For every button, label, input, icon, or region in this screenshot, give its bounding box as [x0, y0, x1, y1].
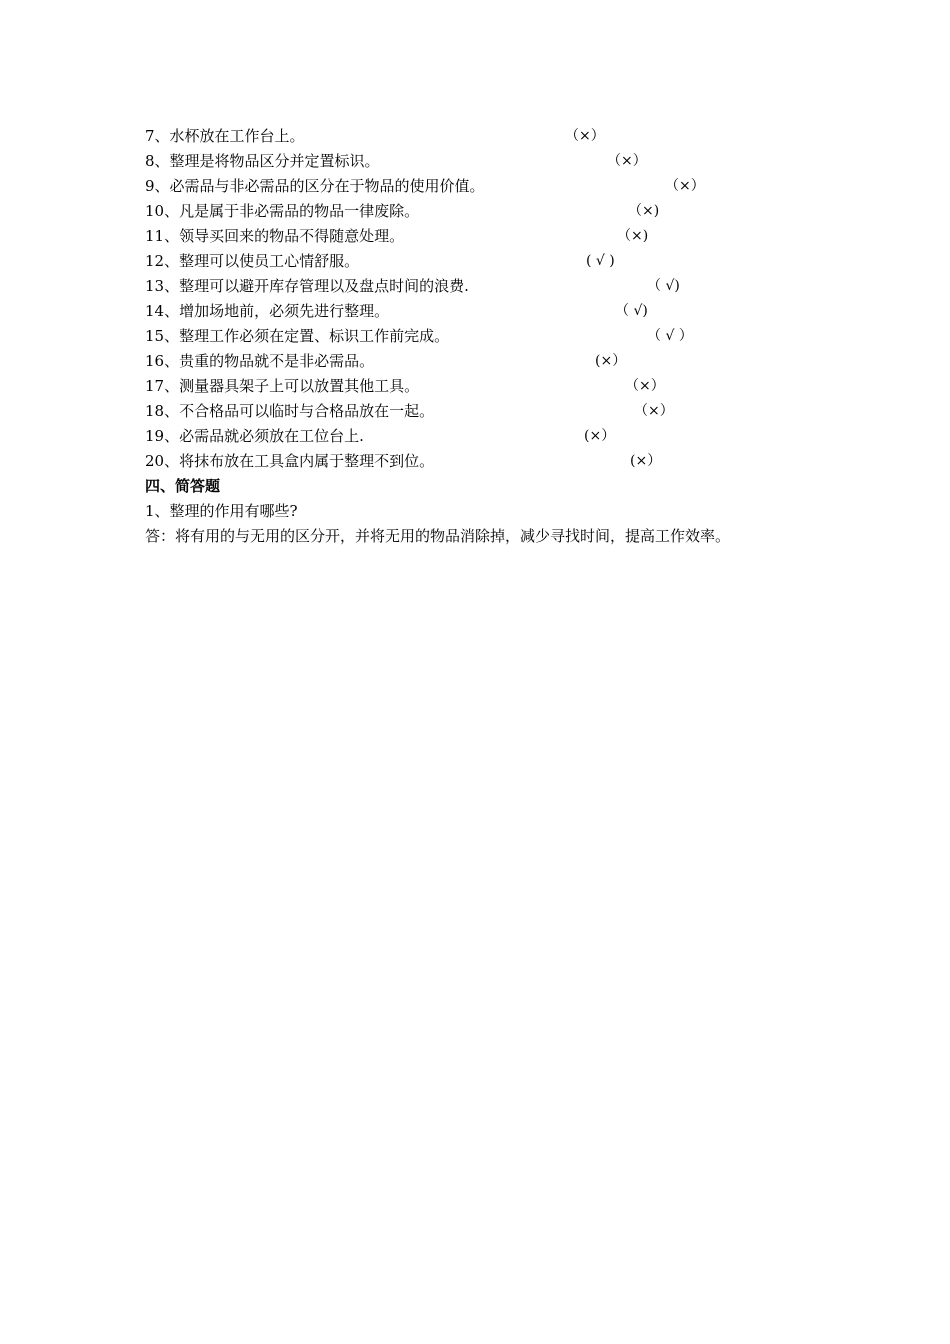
- judgment-item-text: 17、测量器具架子上可以放置其他工具。: [145, 377, 420, 395]
- judgment-item: [145, 349, 845, 374]
- judgment-item-mark: （×）: [625, 378, 665, 394]
- judgment-item-text: 11、领导买回来的物品不得随意处理。: [145, 227, 405, 245]
- judgment-item: [145, 274, 845, 299]
- judgment-item-mark: （×）: [634, 403, 674, 419]
- judgment-item: [145, 124, 845, 149]
- judgment-item-text: 12、整理可以使员工心情舒服。: [145, 252, 360, 270]
- short-answer-answer: 答：将有用的与无用的区分开，并将无用的物品消除掉，减少寻找时间，提高工作效率。: [145, 527, 731, 545]
- judgment-item-mark: （ √ ）: [647, 328, 693, 344]
- judgment-item-text: 10、凡是属于非必需品的物品一律废除。: [145, 202, 420, 220]
- judgment-item-text: 14、增加场地前，必须先进行整理。: [145, 302, 390, 320]
- judgment-item-mark: （×): [617, 228, 649, 244]
- judgment-item-text: 15、整理工作必须在定置、标识工作前完成。: [145, 327, 450, 345]
- judgment-item-text: 8、整理是将物品区分并定置标识。: [145, 152, 380, 170]
- judgment-item-text: 20、将抹布放在工具盒内属于整理不到位。: [145, 452, 435, 470]
- judgment-item-mark: (×）: [630, 453, 662, 469]
- judgment-item-mark: （ √): [647, 278, 680, 294]
- short-answer-question: 1、整理的作用有哪些?: [145, 502, 298, 520]
- judgment-item-text: 18、不合格品可以临时与合格品放在一起。: [145, 402, 435, 420]
- judgment-item: [145, 299, 845, 324]
- judgment-item-mark: （×）: [565, 128, 605, 144]
- judgment-item: [145, 374, 845, 399]
- judgment-item: [145, 449, 845, 474]
- judgment-item-text: 19、必需品就必须放在工位台上.: [145, 427, 364, 445]
- judgment-item: [145, 399, 845, 424]
- judgment-item: [145, 424, 845, 449]
- judgment-item-mark: （×）: [665, 178, 705, 194]
- judgment-item-mark: （ √): [615, 303, 648, 319]
- judgment-item: [145, 324, 845, 349]
- judgment-item: [145, 174, 845, 199]
- judgment-item-text: 7、水杯放在工作台上。: [145, 127, 305, 145]
- judgment-item: [145, 199, 845, 224]
- judgment-item-mark: （×): [628, 203, 660, 219]
- judgment-item-text: 16、贵重的物品就不是非必需品。: [145, 352, 375, 370]
- judgment-item-mark: ( √ ): [586, 253, 615, 269]
- judgment-item: [145, 224, 845, 249]
- document-content: [145, 124, 845, 549]
- judgment-item-mark: （×）: [607, 153, 647, 169]
- judgment-item: [145, 149, 845, 174]
- judgment-item-text: 13、整理可以避开库存管理以及盘点时间的浪费.: [145, 277, 469, 295]
- judgment-item-mark: (×）: [595, 353, 627, 369]
- section-heading: 四、简答题: [145, 477, 221, 495]
- judgment-item-text: 9、必需品与非必需品的区分在于物品的使用价值。: [145, 177, 485, 195]
- judgment-item-mark: (×）: [584, 428, 616, 444]
- judgment-item: [145, 249, 845, 274]
